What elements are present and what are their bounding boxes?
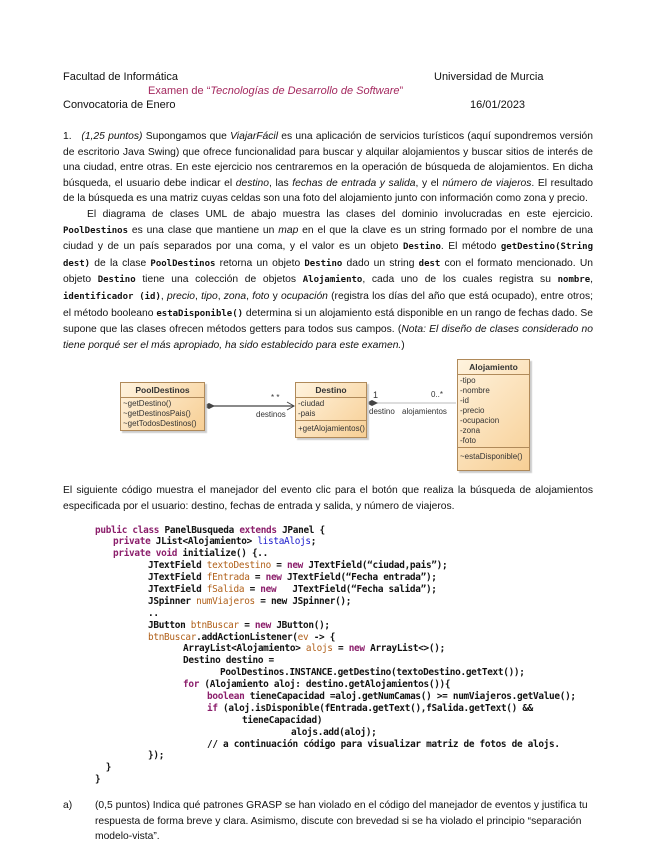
code-line xyxy=(95,560,593,572)
code-keyword: new xyxy=(348,643,371,655)
emphasis-text: foto xyxy=(252,290,270,302)
code-field: listaAlojs xyxy=(257,536,311,548)
attribute: -ciudad xyxy=(298,399,325,409)
code-keyword: private xyxy=(113,536,156,548)
code-line xyxy=(95,739,593,751)
emphasis-text: (1,25 puntos) xyxy=(81,131,143,142)
code-text: = xyxy=(249,572,266,584)
code-text: // a continuación código para visualizar matriz de fotos de alojs. xyxy=(207,738,560,750)
code-text: Destino destino = xyxy=(183,655,274,667)
code-text: JTextField(“ciudad,pais”); xyxy=(308,560,448,572)
code-identifier: Destino xyxy=(304,258,343,269)
question-number: 1. xyxy=(63,131,72,142)
code-text: = new JSpinner(); xyxy=(254,595,352,607)
role-alojamientos: alojamientos xyxy=(402,407,447,417)
multiplicity-alojamientos: 0..* xyxy=(431,390,444,400)
code-identifier: identificador (id) xyxy=(63,291,161,302)
text-segment: Supongamos que xyxy=(142,131,231,142)
text-segment: tiene una colección de objetos xyxy=(135,274,303,286)
code-text: JList<Alojamiento> xyxy=(155,536,258,548)
method: +getAlojamientos() xyxy=(298,424,365,434)
emphasis-text: zona xyxy=(223,290,247,302)
code-variable: alojs xyxy=(305,643,333,655)
emphasis-text: ocupación xyxy=(280,290,328,302)
text-segment: , xyxy=(590,274,593,286)
code-line xyxy=(95,715,593,727)
code-line xyxy=(95,548,593,560)
attribute: -id xyxy=(460,396,469,406)
code-text: } xyxy=(105,762,112,774)
attribute: -tipo xyxy=(460,376,476,386)
class-name: Destino xyxy=(296,383,366,398)
text-segment: con el formato mencionado. Un objeto xyxy=(63,257,593,286)
text-segment: retorna un objeto xyxy=(215,257,305,269)
text-segment: ) xyxy=(401,339,405,351)
code-text: JSpinner xyxy=(148,595,197,607)
code-identifier: PoolDestinos xyxy=(150,258,216,269)
code-text: = xyxy=(332,643,349,655)
code-line xyxy=(95,608,593,620)
code-text: JTextField xyxy=(148,583,207,595)
uml-class-destino xyxy=(295,382,367,438)
code-line xyxy=(95,584,593,596)
code-text: = xyxy=(270,560,287,572)
text-segment: , y el xyxy=(415,177,443,189)
exam-title-prefix: Examen de “ xyxy=(148,85,211,97)
class-name: PoolDestinos xyxy=(121,383,204,398)
emphasis-text: ViajarFácil xyxy=(230,131,279,142)
code-keyword: public class xyxy=(95,524,165,536)
uml-class-pooldestinos xyxy=(120,382,205,431)
method: ~getDestinosPais() xyxy=(123,409,191,419)
code-line xyxy=(95,525,593,537)
question-paragraph-1 xyxy=(63,129,593,207)
text-segment: (registra los días del año que está ocupado), entre otros; el método booleano xyxy=(63,290,593,319)
class-methods xyxy=(121,398,204,430)
code-line xyxy=(95,691,593,703)
class-methods xyxy=(296,421,366,437)
attribute: -nombre xyxy=(460,386,490,396)
code-identifier: dest xyxy=(418,258,441,269)
text-segment: (0,5 puntos) Indica qué patrones GRASP se han violado en el código del manejador de eventos y justifica tu respuesta de forma breve y clara. Asimismo, discute con brevedad si se ha violado el principio “separación modelo-vista”. xyxy=(95,800,588,843)
class-attributes xyxy=(296,398,366,421)
text-segment: es una aplicación de servicios turísticos (aquí supondremos versión de escritorio Java Swing) que ofrece funcionalidad para buscar y alquilar alojamientos y buscar sitios de interés de una ciudad, entre otras. En este ejercicio nos centraremos en la operación de búsqueda de alojamientos. En dicha búsqueda, el usuario debe indicar el xyxy=(63,131,593,189)
exam-date: 16/01/2023 xyxy=(470,99,526,111)
role-destinos: destinos xyxy=(256,410,286,420)
code-text: } xyxy=(95,774,101,786)
code-text: JTextField xyxy=(148,560,207,572)
code-variable: btnBuscar xyxy=(190,619,239,631)
code-text: (Alojamiento aloj: destino.getAlojamientos()){ xyxy=(204,679,451,691)
multiplicity-destinos: * * xyxy=(271,393,280,403)
emphasis-text: número de viajeros xyxy=(442,177,532,189)
code-identifier: Destino xyxy=(97,275,136,286)
question-paragraph-3: El siguiente código muestra el manejador del evento clic para el botón que realiza la búsqueda de alojamientos especificada por el usuario: destino, fechas de entrada y salida, y número de viajeros. xyxy=(63,485,593,512)
code-text: .addActionListener( xyxy=(196,631,298,643)
code-keyword: private void xyxy=(113,548,183,560)
emphasis-text: map xyxy=(278,224,299,236)
code-line xyxy=(95,762,593,774)
code-text: ArrayList<Alojamiento> xyxy=(183,643,306,655)
text-segment: dado un string xyxy=(342,257,419,269)
code-text: .. xyxy=(148,607,159,619)
class-attributes xyxy=(458,375,529,448)
code-text: = xyxy=(244,583,261,595)
question-body xyxy=(63,129,593,845)
emphasis-text: fechas de entrada y salida xyxy=(292,177,416,189)
code-variable: btnBuscar xyxy=(148,631,197,643)
code-text: -> { xyxy=(308,631,336,643)
text-segment: y xyxy=(269,290,281,302)
code-text: = xyxy=(238,619,255,631)
exam-title-suffix: ” xyxy=(399,85,404,97)
code-text: JButton(); xyxy=(276,619,330,631)
subquestion-text xyxy=(95,798,593,845)
uml-class-alojamiento xyxy=(457,359,530,471)
code-line xyxy=(95,572,593,584)
code-line xyxy=(95,596,593,608)
code-identifier: Alojamiento xyxy=(302,275,363,286)
emphasis-text: tipo xyxy=(201,290,218,302)
code-keyword: new xyxy=(286,560,309,572)
attribute: -zona xyxy=(460,426,481,436)
text-segment: es una clase que mantiene un xyxy=(128,224,279,236)
text-segment: , xyxy=(160,290,167,302)
code-line xyxy=(95,620,593,632)
code-keyword: new xyxy=(254,619,277,631)
emphasis-text: precio xyxy=(166,290,196,302)
code-text: tieneCapacidad) xyxy=(242,714,323,726)
text-segment: , cada uno de los cuales registra su xyxy=(362,274,558,286)
method: ~getDestino() xyxy=(123,399,172,409)
university-name: Universidad de Murcia xyxy=(434,71,544,83)
code-text: PoolDestinos.INSTANCE.getDestino(textoDestino.getText()); xyxy=(220,667,525,679)
code-identifier: nombre xyxy=(557,275,591,286)
code-text: tieneCapacidad =aloj.getNumCamas() >= numViajeros.getValue(); xyxy=(249,690,576,702)
method: ~estaDisponible() xyxy=(460,452,523,462)
code-identifier: getDestino(String dest) xyxy=(63,242,594,269)
text-segment: . El resultado de la búsqueda es una matriz cuyas celdas son una foto del alojamiento junto con información como zona y precio. xyxy=(63,177,593,205)
code-text: JTextField(“Fecha salida”); xyxy=(281,583,437,595)
attribute: -ocupacion xyxy=(460,416,500,426)
code-text: (aloj.isDisponible(fEntrada.getText(),fSalida.getText() && xyxy=(223,702,534,714)
exam-subject: Tecnologías de Desarrollo de Software xyxy=(210,85,400,97)
attribute: -precio xyxy=(460,406,485,416)
multiplicity-destino: 1 xyxy=(373,390,379,401)
code-variable: fSalida xyxy=(206,583,245,595)
code-variable: ev xyxy=(297,631,309,643)
code-text: PanelBusqueda xyxy=(164,524,240,536)
code-text: ; xyxy=(310,536,317,548)
question-paragraph-2 xyxy=(63,207,593,353)
code-text: ArrayList<>(); xyxy=(370,643,445,655)
code-line xyxy=(95,727,593,739)
code-line xyxy=(95,655,593,667)
code-keyword: boolean xyxy=(207,690,250,702)
class-name: Alojamiento xyxy=(458,360,529,375)
code-text: alojs.add(aloj); xyxy=(291,726,377,738)
code-variable: numViajeros xyxy=(196,595,255,607)
composition-diamond xyxy=(366,400,378,406)
code-line xyxy=(95,632,593,644)
text-segment: , xyxy=(246,290,253,302)
exam-title xyxy=(148,85,403,98)
code-line xyxy=(95,679,593,691)
text-segment: . El método xyxy=(440,241,501,253)
text-segment: , xyxy=(217,290,224,302)
faculty-name: Facultad de Informática xyxy=(63,71,178,83)
subquestion-label: a) xyxy=(63,800,73,812)
code-variable: fEntrada xyxy=(206,572,250,584)
code-variable: textoDestino xyxy=(206,560,271,572)
code-text: JButton xyxy=(148,619,191,631)
code-keyword: for xyxy=(183,679,205,691)
code-keyword: extends xyxy=(239,524,283,536)
subquestion xyxy=(63,798,593,845)
code-line xyxy=(95,643,593,655)
code-line xyxy=(95,703,593,715)
text-segment: , las xyxy=(269,177,293,189)
method: ~getTodosDestinos() xyxy=(123,419,197,429)
uml-diagram xyxy=(63,359,593,477)
emphasis-text: destino xyxy=(235,177,270,189)
exam-session: Convocatoria de Enero xyxy=(63,99,176,111)
code-line xyxy=(95,536,593,548)
role-destino: destino xyxy=(369,407,395,417)
class-methods xyxy=(458,448,529,470)
emphasis-text: Nota: El diseño de clases considerado no tiene porqué ser el más apropiado, ha sido establecido para este examen. xyxy=(63,324,594,351)
code-line xyxy=(95,667,593,679)
attribute: -foto xyxy=(460,436,477,446)
text-segment: en el que la clave es un string formado por el nombre de una ciudad y de un país separados por una coma, y el valor es un objeto xyxy=(63,224,593,253)
code-identifier: estaDisponible() xyxy=(156,308,244,319)
text-segment: El diagrama de clases UML de abajo muestra las clases del dominio involucradas en este ejercicio. xyxy=(87,208,593,220)
attribute: -pais xyxy=(298,409,316,419)
code-identifier: Destino xyxy=(402,242,441,253)
code-identifier: PoolDestinos xyxy=(63,225,129,236)
text-segment: determina si un alojamiento está disponible en un rango de fechas dado. Se supone que las clases ofrecen métodos getters para todos sus campos. ( xyxy=(63,307,593,336)
code-keyword: if xyxy=(207,702,224,714)
text-segment: , xyxy=(195,290,202,302)
code-line xyxy=(95,774,593,786)
text-segment: de la clase xyxy=(90,257,151,269)
question-intro xyxy=(63,131,593,204)
code-text: JTextField xyxy=(148,572,207,584)
code-listing xyxy=(95,525,593,787)
code-text: }); xyxy=(148,750,165,762)
code-line xyxy=(95,750,593,762)
code-text: initialize() {.. xyxy=(182,548,268,560)
code-text: JPanel { xyxy=(282,524,325,536)
code-text: JTextField(“Fecha entrada”); xyxy=(287,572,437,584)
code-keyword: new xyxy=(265,572,287,584)
code-keyword: new xyxy=(260,583,282,595)
